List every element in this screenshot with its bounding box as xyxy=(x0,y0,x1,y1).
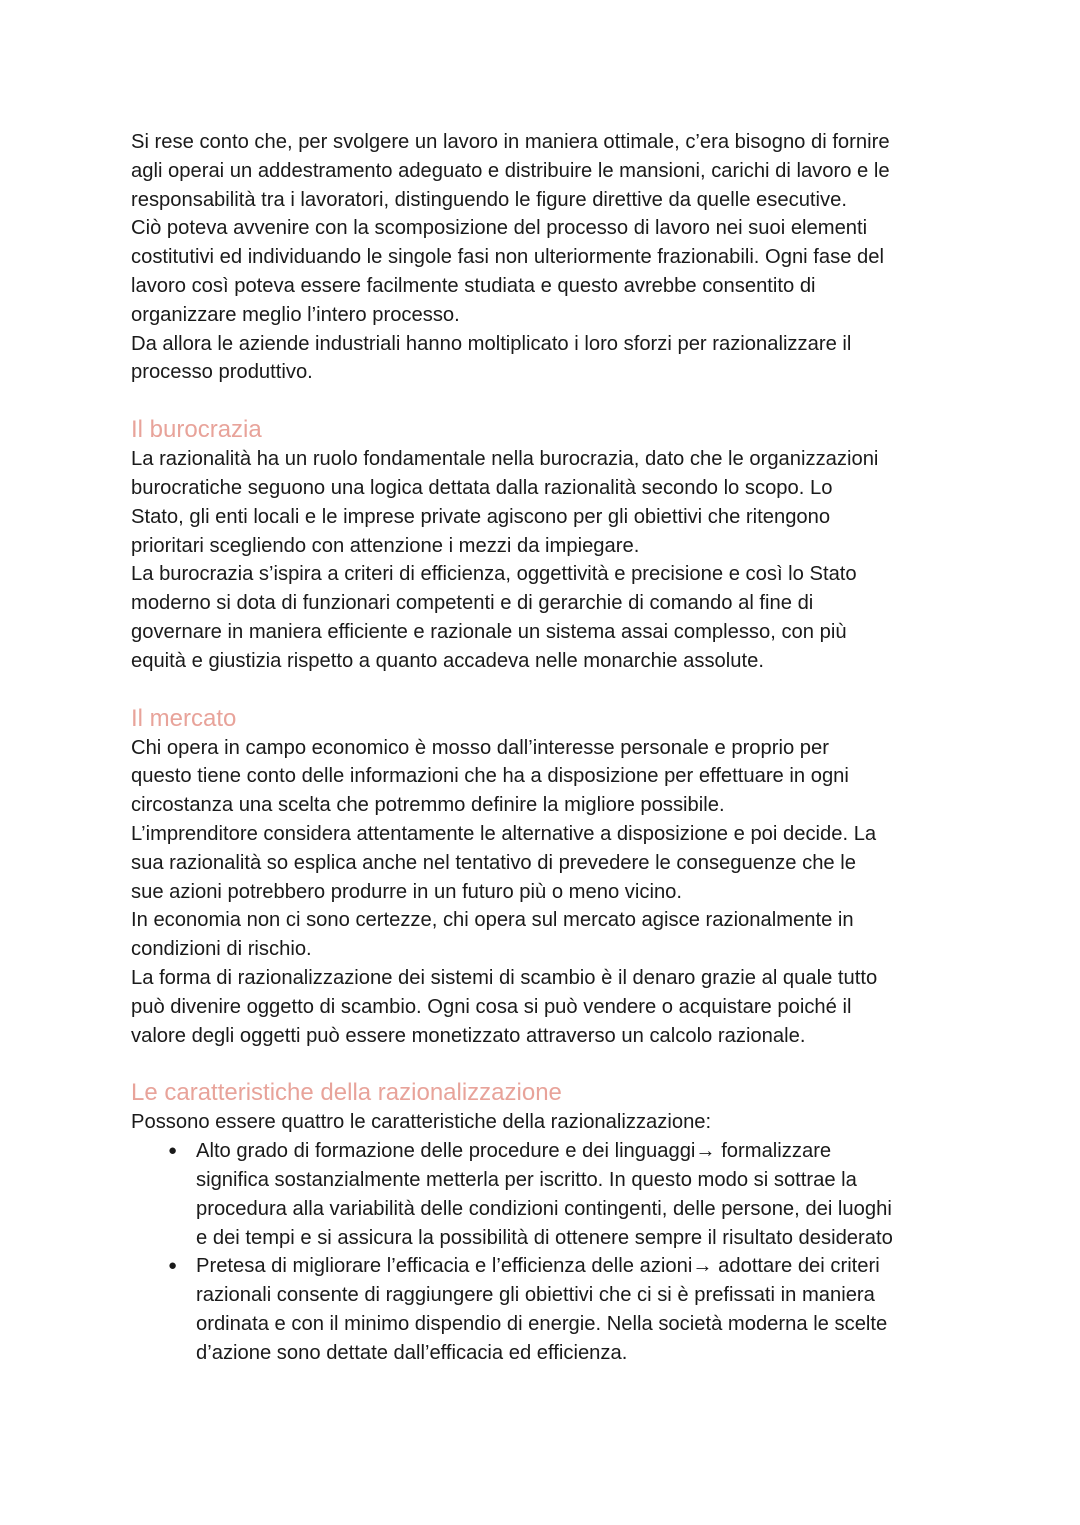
text-line: organizzare meglio l’intero processo. xyxy=(131,303,460,326)
text-line: In economia non ci sono certezze, chi opera sul mercato agisce razionalmente in xyxy=(131,909,854,932)
text-line: La razionalità ha un ruolo fondamentale nella burocrazia, dato che le organizzazioni xyxy=(131,448,879,471)
section-heading: Il burocrazia xyxy=(131,416,262,444)
text-line: agli operai un addestramento adeguato e distribuire le mansioni, carichi di lavoro e le xyxy=(131,159,890,182)
document-page xyxy=(131,128,961,1367)
list-item xyxy=(131,1252,961,1367)
text-line: Si rese conto che, per svolgere un lavoro in maniera ottimale, c’era bisogno di fornire xyxy=(131,131,890,153)
text-line: procedura alla variabilità delle condizioni contingenti, delle persone, dei luoghi xyxy=(196,1197,892,1220)
text-line: Ciò poteva avvenire con la scomposizione del processo di lavoro nei suoi elementi xyxy=(131,217,868,240)
section-caratteristiche xyxy=(131,1078,961,1367)
text-line: questo tiene conto delle informazioni che ha a disposizione per effettuare in ogni xyxy=(131,765,849,788)
text-line: moderno si dota di funzionari competenti e di gerarchie di comando al fine di xyxy=(131,592,814,615)
text-line: ordinata e con il minimo dispendio di energie. Nella società moderna le scelte xyxy=(196,1312,888,1335)
text-line: sue azioni potrebbero produrre in un futuro più o meno vicino. xyxy=(131,880,683,903)
text-line: Stato, gli enti locali e le imprese private agiscono per gli obiettivi che ritengono xyxy=(131,505,831,528)
section-heading: Il mercato xyxy=(131,704,237,732)
text-line: Alto grado di formazione delle procedure e dei linguaggi→ formalizzare xyxy=(196,1140,832,1163)
text-line: La burocrazia s’ispira a criteri di efficienza, oggettività e precisione e così lo Stato xyxy=(131,563,857,586)
text-line: circostanza una scelta che potremmo definire la migliore possibile. xyxy=(131,794,725,817)
text-line: equità e giustizia rispetto a quanto accadeva nelle monarchie assolute. xyxy=(131,649,764,672)
text-line: condizioni di rischio. xyxy=(131,938,312,961)
text-line: lavoro così poteva essere facilmente studiata e questo avrebbe consentito di xyxy=(131,274,816,297)
section-burocrazia xyxy=(131,415,961,675)
text-line: L’imprenditore considera attentamente le alternative a disposizione e poi decide. La xyxy=(131,822,877,845)
text-line: sua razionalità so esplica anche nel tentativo di prevedere le conseguenze che le xyxy=(131,851,856,874)
section-heading: Le caratteristiche della razionalizzazione xyxy=(131,1079,562,1107)
text-line: costitutivi ed individuando le singole fasi non ulteriormente frazionabili. Ogni fase del xyxy=(131,246,884,269)
text-line: valore degli oggetti può essere monetizzato attraverso un calcolo razionale. xyxy=(131,1024,806,1047)
text-line: Da allora le aziende industriali hanno moltiplicato i loro sforzi per razionalizzare il xyxy=(131,332,852,355)
text-line: Pretesa di migliorare l’efficacia e l’efficienza delle azioni→ adottare dei criteri xyxy=(196,1255,880,1278)
text-line: razionali consente di raggiungere gli obiettivi che ci si è prefissati in maniera xyxy=(196,1284,875,1307)
list-item xyxy=(131,1137,961,1252)
text-line: può divenire oggetto di scambio. Ogni cosa si può vendere o acquistare poiché il xyxy=(131,995,852,1018)
bullet-icon: ● xyxy=(168,1257,178,1275)
text-line: d’azione sono dettate dall’efficacia ed efficienza. xyxy=(196,1341,628,1364)
text-line: governare in maniera efficiente e razionale un sistema assai complesso, con più xyxy=(131,620,847,643)
intro-paragraph xyxy=(131,128,961,387)
text-line: burocratiche seguono una logica dettata dalla razionalità secondo lo scopo. Lo xyxy=(131,476,833,499)
text-line: responsabilità tra i lavoratori, distinguendo le figure direttive da quelle esecutive. xyxy=(131,188,847,211)
text-line: La forma di razionalizzazione dei sistemi di scambio è il denaro grazie al quale tutto xyxy=(131,966,878,989)
bullet-icon: ● xyxy=(168,1142,178,1160)
text-line: Possono essere quattro le caratteristiche della razionalizzazione: xyxy=(131,1111,712,1134)
section-mercato xyxy=(131,704,961,1051)
text-line: significa sostanzialmente metterla per iscritto. In questo modo si sottrae la xyxy=(196,1168,857,1191)
text-line: Chi opera in campo economico è mosso dall’interesse personale e proprio per xyxy=(131,736,829,759)
text-line: prioritari scegliendo con attenzione i mezzi da impiegare. xyxy=(131,534,640,557)
text-line: processo produttivo. xyxy=(131,361,313,384)
text-line: e dei tempi e si assicura la possibilità di ottenere sempre il risultato desiderato xyxy=(196,1226,893,1249)
